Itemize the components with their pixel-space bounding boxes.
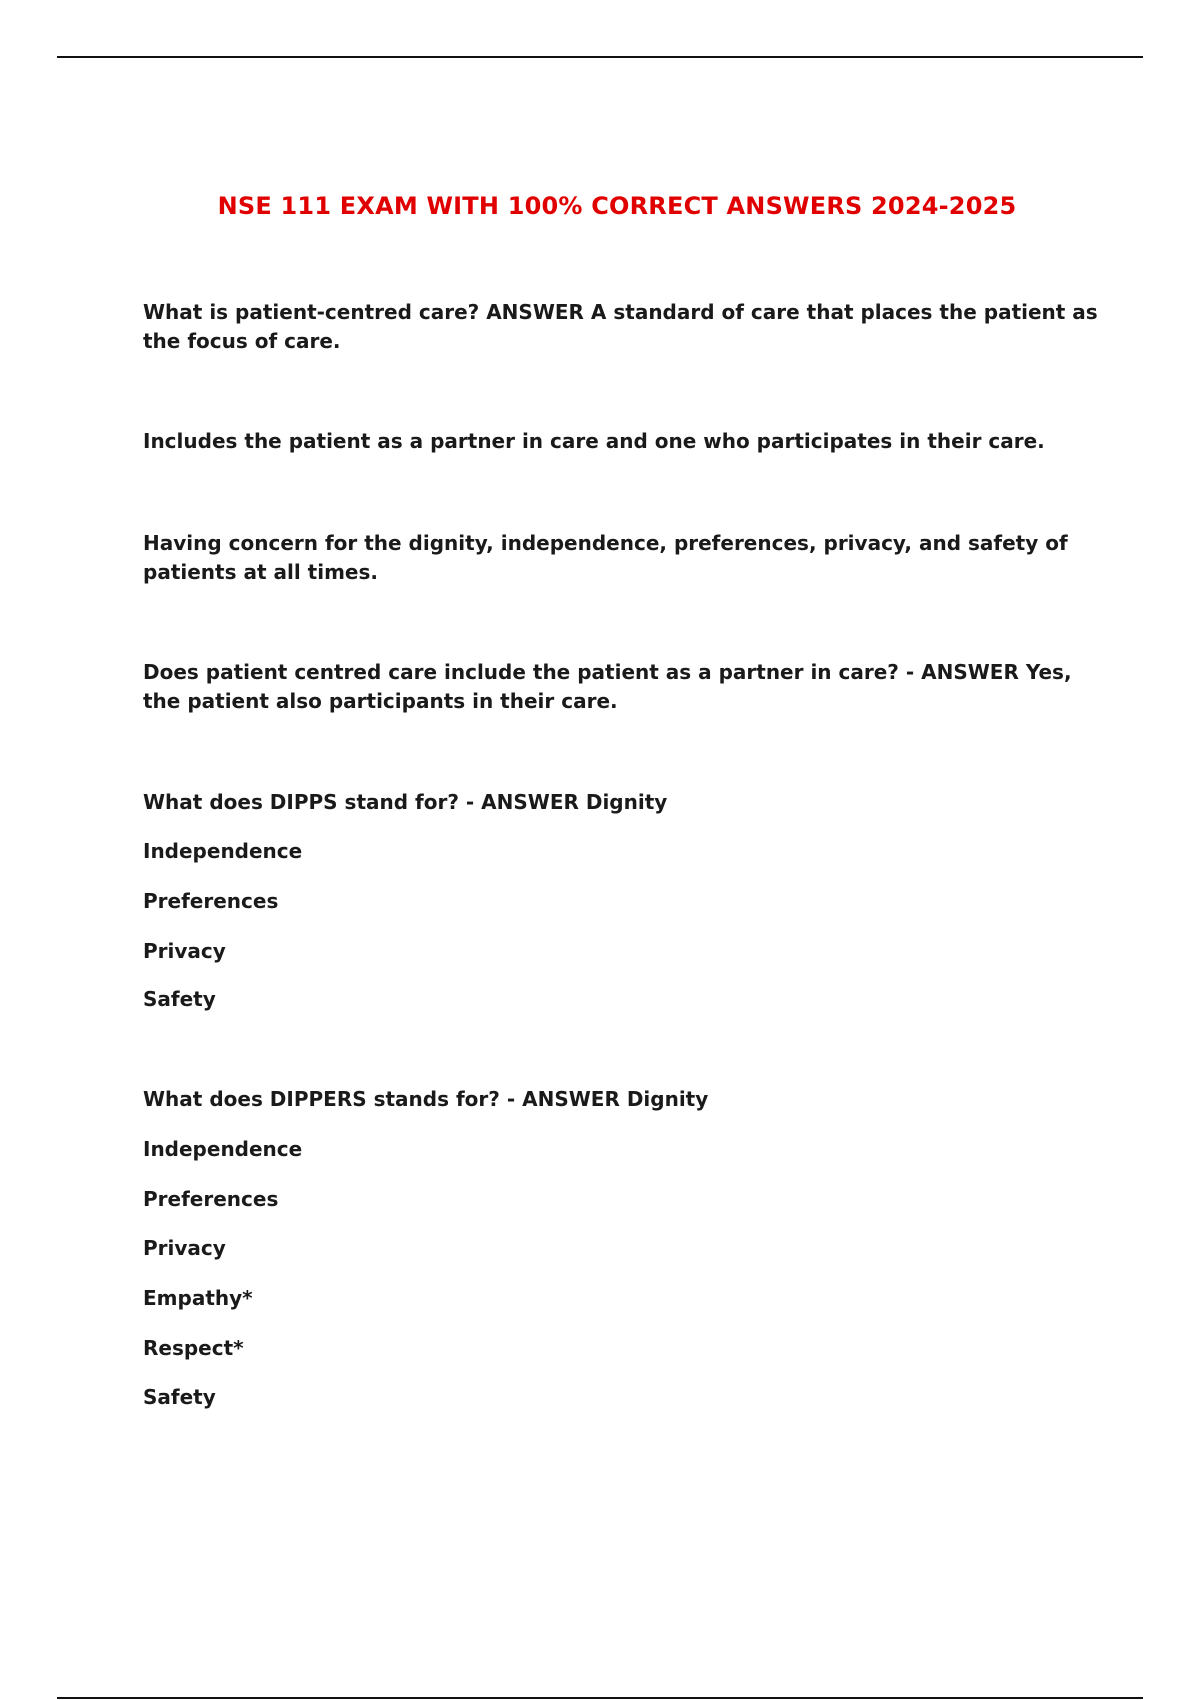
- dippers-item: Preferences: [143, 1187, 279, 1211]
- dippers-item: Safety: [143, 1385, 216, 1409]
- bottom-rule: [57, 1697, 1143, 1699]
- dippers-item: Empathy*: [143, 1286, 253, 1310]
- dippers-item: Privacy: [143, 1236, 226, 1260]
- paragraph-dignity-concern: Having concern for the dignity, independence, preferences, privacy, and safety of patients at all times.: [143, 531, 1068, 584]
- document-title: NSE 111 EXAM WITH 100% CORRECT ANSWERS 2024-2025: [217, 192, 1017, 220]
- paragraph-partner-question: Does patient centred care include the patient as a partner in care? - ANSWER Yes, the patient also participants in their care.: [143, 660, 1072, 713]
- dipps-question: What does DIPPS stand for? - ANSWER Dignity: [143, 790, 668, 814]
- dippers-item: Respect*: [143, 1336, 244, 1360]
- paragraph-patient-centred-care: What is patient-centred care? ANSWER A standard of care that places the patient as the focus of care.: [143, 300, 1098, 353]
- top-rule: [57, 56, 1143, 58]
- dipps-item: Preferences: [143, 889, 279, 913]
- paragraph-partner-in-care: Includes the patient as a partner in care and one who participates in their care.: [143, 429, 1045, 453]
- dippers-item: Independence: [143, 1137, 303, 1161]
- dipps-item: Independence: [143, 839, 303, 863]
- dipps-item: Privacy: [143, 939, 226, 963]
- dipps-item: Safety: [143, 987, 216, 1011]
- dippers-question: What does DIPPERS stands for? - ANSWER Dignity: [143, 1087, 709, 1111]
